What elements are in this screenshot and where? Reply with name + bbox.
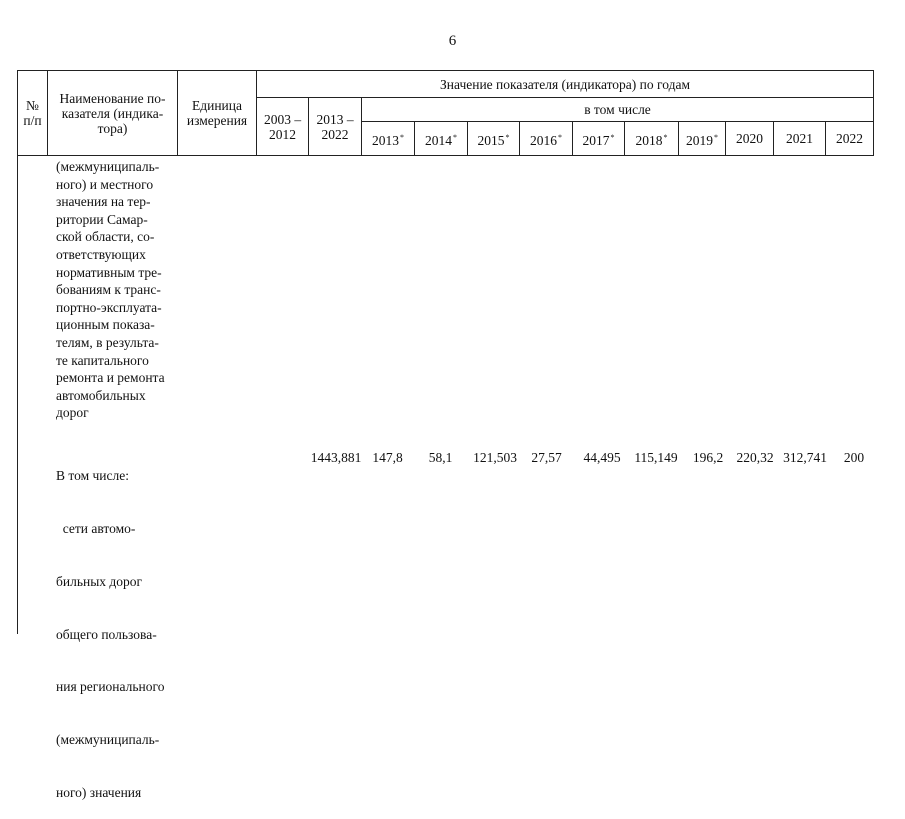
name-line: бованиям к транс- [56,282,161,298]
period-label-line: 2022 [321,126,349,142]
year-footnote-mark: * [453,132,457,142]
name-line: сети автомо- [56,520,136,536]
unit-label-line: Единица [191,98,242,113]
year-header-2022 [826,122,874,156]
year-header-2015 [468,122,520,156]
year-footnote-mark: * [558,132,562,142]
year-footnote-mark: * [610,132,615,142]
name-line: бильных дорог [56,573,143,589]
page-number: 6 [448,33,457,49]
indicator-name-header [48,71,178,156]
value-2014: 58,1 [428,450,453,465]
name-line: ремонта и ремонта [56,370,165,386]
year-label: 2018 [635,132,663,148]
num-label-line: № [26,98,39,113]
num-header [18,71,48,156]
year-header-2020 [726,122,774,156]
year-footnote-mark: * [400,132,404,142]
name-label-line: тора) [97,120,128,136]
value-2018: 115,149 [634,450,678,465]
year-footnote-mark: * [714,132,718,142]
year-label: 2015 [477,132,505,148]
row1-indicator-name [56,158,196,422]
year-header-2016 [520,122,573,156]
period-label-line: 2013 – [316,111,354,127]
value-2015: 121,503 [473,450,517,465]
name-line: общего пользова- [56,626,157,642]
name-line: ния регионального [56,679,165,695]
name-label-line: Наименование по- [59,90,166,106]
name-line: дорог [56,405,89,421]
name-line: (межмуниципаль- [56,159,160,174]
year-label: 2016 [530,132,557,148]
year-label: 2017 [582,132,610,148]
name-line: значения на тер- [56,194,151,210]
name-line: ционным показа- [56,317,155,333]
year-label: 2013 [372,132,399,148]
year-label: 2014 [425,132,452,148]
including-header: в том числе [362,98,874,122]
name-line: В том числе: [56,468,129,484]
year-header-2018 [625,122,679,156]
name-line: ритории Самар- [56,211,148,227]
table-left-border [17,156,18,634]
unit-label-line: измерения [186,113,248,128]
row2-indicator-name [56,432,196,819]
year-footnote-mark: * [505,132,510,142]
year-header-2014 [415,122,468,156]
name-label-line: казателя (индика- [61,105,164,121]
year-header-2019 [679,122,726,156]
year-footnote-mark: * [663,132,668,142]
name-line: автомобильных [56,387,146,403]
period-label-line: 2003 – [263,111,302,127]
year-header-2013 [362,122,415,156]
name-line: ответствующих [56,246,146,262]
name-line: те капитального [56,352,149,368]
year-label: 2021 [786,131,813,146]
num-label-line: п/п [23,113,42,128]
value-2020: 220,32 [736,450,774,465]
name-line: ской области, со- [56,229,155,245]
name-line: ного) и местного [56,176,154,192]
year-label: 2020 [736,131,763,146]
unit-header [178,71,257,156]
name-line: нормативным тре- [56,264,162,280]
name-line: телям, в результа- [56,334,159,350]
table-header [17,70,874,156]
value-total-2013-2022: 1443,881 [310,450,362,465]
year-label: 2022 [836,131,863,146]
year-label: 2019 [686,132,713,148]
value-2013: 147,8 [372,450,403,465]
value-2019: 196,2 [692,450,724,465]
value-2021: 312,741 [783,450,827,465]
year-header-2017 [573,122,625,156]
name-line: портно-эксплуата- [56,299,162,315]
period-2003-2012-header [257,98,309,156]
value-2016: 27,57 [531,450,562,465]
values-by-year-header: Значение показателя (индикатора) по годам [257,71,874,98]
year-header-2021 [774,122,826,156]
period-label-line: 2012 [269,126,296,142]
value-2017: 44,495 [583,450,621,465]
period-2013-2022-header [309,98,362,156]
name-line: (межмуниципаль- [56,732,160,748]
name-line: ного) значения [56,784,142,800]
value-2022: 200 [843,450,865,465]
row2-values [0,450,905,468]
